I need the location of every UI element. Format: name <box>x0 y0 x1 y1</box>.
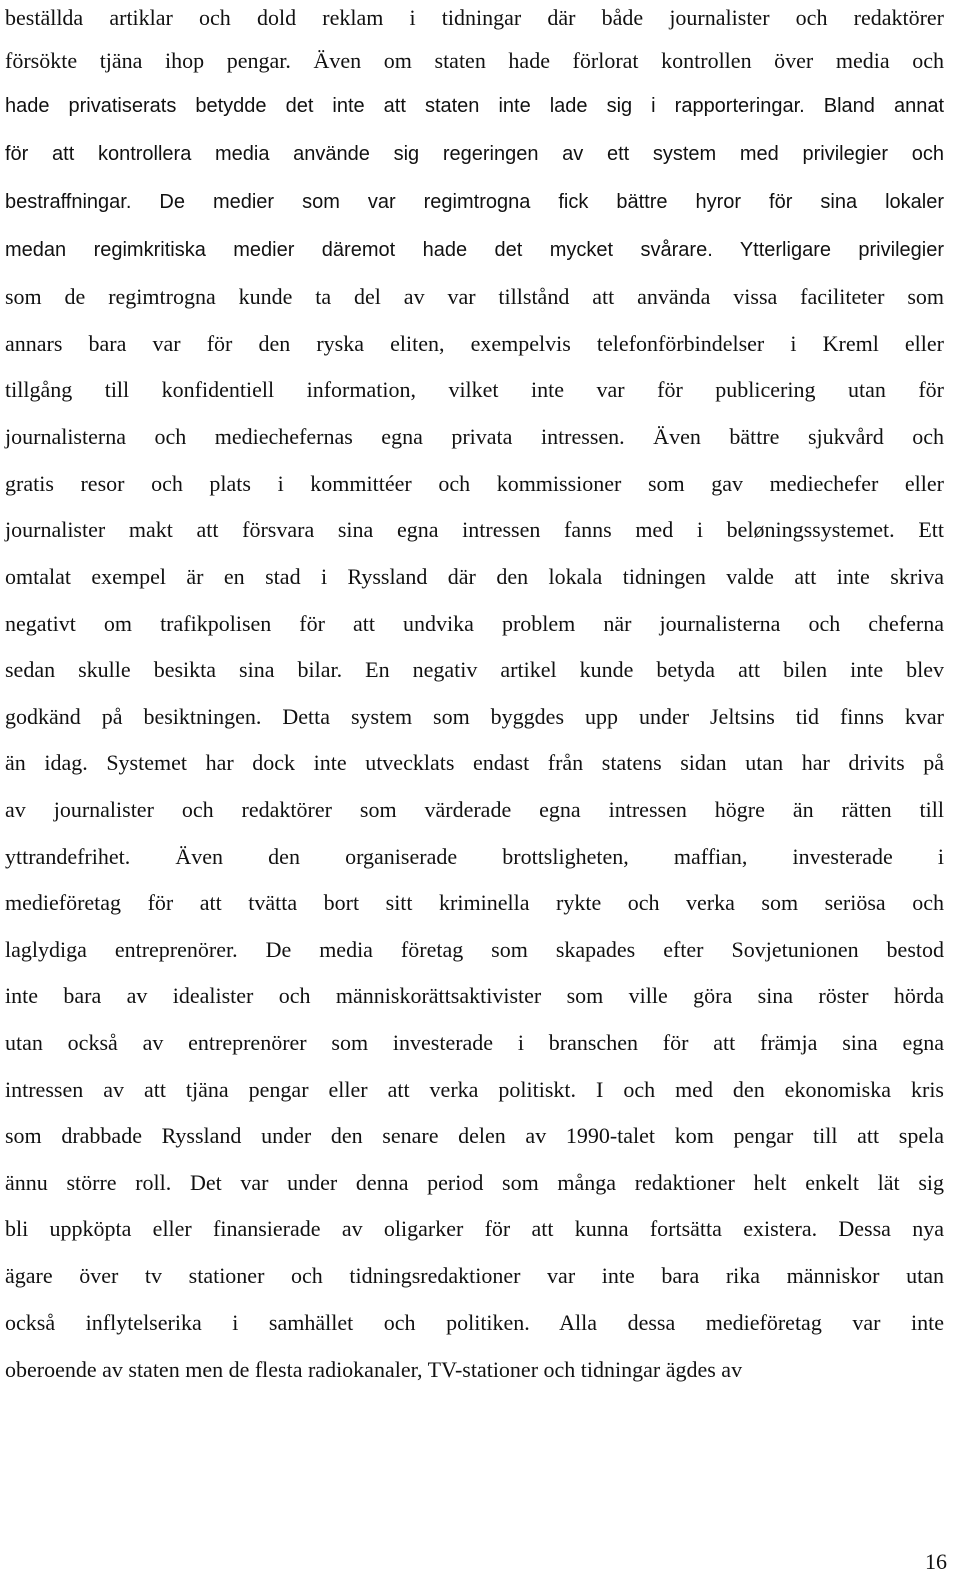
text-line: omtalat exempel är en stad i Ryssland där den lokala tidningen valde att inte skriva <box>5 564 944 589</box>
text-line: inte bara av idealister och människorättsaktivister som ville göra sina röster hörda <box>5 983 944 1008</box>
text-line: som de regimtrogna kunde ta del av var tillstånd att använda vissa faciliteter som <box>5 284 944 309</box>
text-line: som drabbade Ryssland under den senare delen av 1990-talet kom pengar till att spela <box>5 1123 944 1148</box>
text-line: bestraffningar. De medier som var regimtrogna fick bättre hyror för sina lokaler <box>5 191 944 213</box>
text-line: också inflytelserika i samhället och politiken. Alla dessa medieföretag var inte <box>5 1310 944 1335</box>
text-line: beställda artiklar och dold reklam i tidningar där både journalister och redaktörer <box>5 5 944 30</box>
text-line: oberoende av staten men de flesta radiokanaler, TV-stationer och tidningar ägdes av <box>5 1357 743 1382</box>
page-number: 16 <box>925 1549 947 1574</box>
text-line: annars bara var för den ryska eliten, exempelvis telefonförbindelser i Kreml eller <box>5 331 944 356</box>
text-line: godkänd på besiktningen. Detta system som byggdes upp under Jeltsins tid finns kvar <box>5 704 944 729</box>
text-line: ännu större roll. Det var under denna period som många redaktioner helt enkelt lät sig <box>5 1170 944 1195</box>
text-line: gratis resor och plats i kommittéer och kommissioner som gav mediechefer eller <box>5 471 944 496</box>
text-line: ägare över tv stationer och tidningsredaktioner var inte bara rika människor utan <box>5 1263 944 1288</box>
text-line: yttrandefrihet. Även den organiserade brottsligheten, maffian, investerade i <box>5 844 944 869</box>
text-line: negativt om trafikpolisen för att undvika problem när journalisterna och cheferna <box>5 611 944 636</box>
text-line: journalisterna och mediechefernas egna privata intressen. Även bättre sjukvård och <box>5 424 944 449</box>
text-line: försökte tjäna ihop pengar. Även om staten hade förlorat kontrollen över media och <box>5 48 944 73</box>
text-line: för att kontrollera media använde sig regeringen av ett system med privilegier och <box>5 143 944 165</box>
text-line: av journalister och redaktörer som värderade egna intressen högre än rätten till <box>5 797 944 822</box>
text-line: tillgång till konfidentiell information, vilket inte var för publicering utan för <box>5 377 944 402</box>
text-line: än idag. Systemet har dock inte utvecklats endast från statens sidan utan har drivits på <box>5 750 944 775</box>
text-line: intressen av att tjäna pengar eller att verka politiskt. I och med den ekonomiska kris <box>5 1077 944 1102</box>
text-line: medieföretag för att tvätta bort sitt kriminella rykte och verka som seriösa och <box>5 890 944 915</box>
text-line: sedan skulle besikta sina bilar. En negativ artikel kunde betyda att bilen inte blev <box>5 657 944 682</box>
text-line: hade privatiserats betydde det inte att staten inte lade sig i rapporteringar. Bland annat <box>5 95 944 117</box>
text-line: journalister makt att försvara sina egna intressen fanns med i beløningssystemet. Ett <box>5 517 944 542</box>
text-line: medan regimkritiska medier däremot hade det mycket svårare. Ytterligare privilegier <box>5 239 944 261</box>
text-line: laglydiga entreprenörer. De media företag som skapades efter Sovjetunionen bestod <box>5 937 944 962</box>
text-line: bli uppköpta eller finansierade av oligarker för att kunna fortsätta existera. Dessa nya <box>5 1216 944 1241</box>
text-line: utan också av entreprenörer som investerade i branschen för att främja sina egna <box>5 1030 944 1055</box>
